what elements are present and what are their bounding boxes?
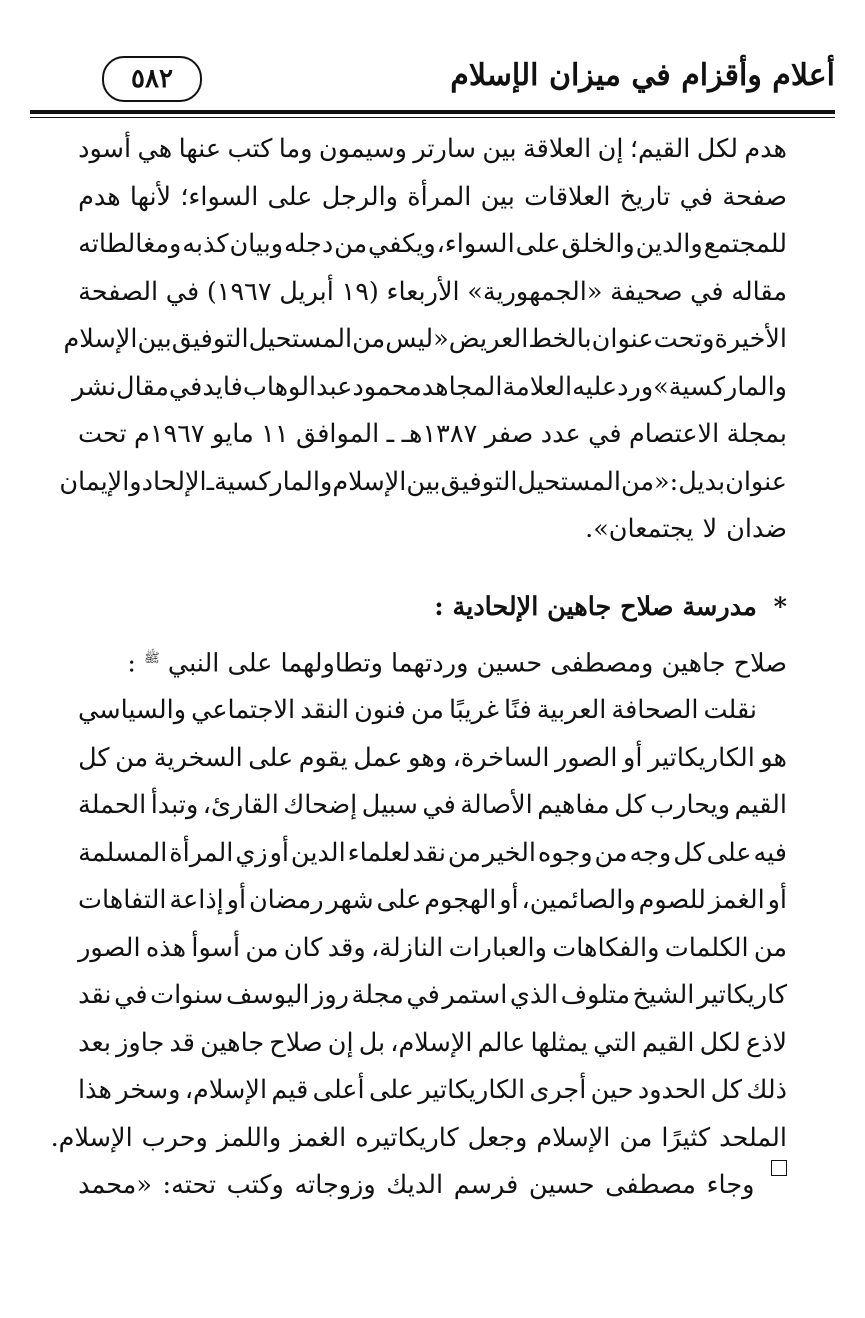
word: عنوان (725, 466, 787, 497)
word: الساخرة، (452, 742, 550, 773)
word: الديك (386, 1170, 444, 1200)
word: على (706, 837, 752, 868)
word: الموافق (295, 419, 380, 449)
word: حين (590, 1075, 634, 1105)
word: هذا (78, 1075, 112, 1105)
word: نقد (412, 837, 446, 868)
word: الاجتماعي (191, 695, 296, 725)
word: أو (499, 885, 519, 915)
word: التوفيق (171, 324, 249, 354)
word: واللمز (216, 1122, 282, 1153)
word: وسيمون (318, 134, 407, 164)
word: يجتمعان». (585, 514, 694, 544)
word: على (267, 181, 313, 212)
word: الإسلام (332, 466, 407, 497)
word: العربية (536, 695, 607, 725)
word: النقد (300, 695, 350, 725)
word: للمجتمع (703, 229, 787, 259)
word: المرأة (169, 837, 234, 868)
word: سبيل (361, 790, 418, 820)
word: الإسلام، (390, 1027, 473, 1058)
text-line (72, 364, 787, 412)
word: الحدود (637, 1075, 707, 1105)
word: نشر (72, 371, 117, 402)
word: إن (597, 134, 624, 164)
word: المسلمة (78, 837, 168, 868)
word: للصوم (638, 885, 706, 915)
word: «محمد (78, 1170, 152, 1200)
word: الحملة (78, 790, 147, 820)
word: والإيمان (59, 466, 142, 497)
word: سنوات (150, 980, 224, 1010)
word: ١٣٨٧هـ (401, 419, 478, 449)
word: كان (283, 932, 323, 963)
square-bullet-icon (771, 1160, 787, 1176)
text-line (78, 687, 787, 735)
word: المستحيل (517, 466, 621, 497)
word: أجرى (529, 1075, 587, 1105)
word: تاريخ (619, 181, 671, 212)
word: صفر (484, 419, 534, 449)
word: الكاريكاتير (418, 1075, 526, 1105)
word: الدين (290, 837, 346, 868)
page-number: ٥٨٢ (102, 56, 202, 102)
word: والسياسي (78, 695, 187, 725)
section-subtitle (78, 631, 787, 687)
word: القيم؛ (629, 134, 691, 164)
word: من (594, 837, 628, 868)
word: من (115, 742, 149, 773)
word: كل (78, 742, 110, 773)
word: التوفيق (440, 466, 518, 497)
word: تحته: (162, 1170, 217, 1200)
word: عالم (477, 1027, 526, 1058)
word: هذه (145, 932, 187, 963)
word: رمضان (248, 885, 324, 915)
word: العلامة (502, 371, 573, 402)
word: مايو (212, 419, 254, 449)
word: الإلحاد (141, 466, 207, 497)
word: مصطفى (605, 1170, 696, 1200)
word: الشيخ (632, 980, 695, 1010)
word: من (352, 324, 386, 354)
word: قد (169, 1027, 195, 1058)
word: بعد (78, 1027, 111, 1058)
word: مفاهيم (537, 790, 610, 820)
star-marker: * (773, 591, 787, 622)
word: مقاله (731, 276, 787, 307)
word: فرسم (453, 1170, 519, 1200)
word: اليوسف (225, 980, 310, 1010)
word: بين (406, 466, 441, 497)
word: أو (269, 837, 289, 868)
word: في (165, 276, 200, 307)
word: متلوف (560, 980, 631, 1010)
word: إن (327, 1027, 354, 1058)
word: في (114, 980, 148, 1010)
word: عمل (353, 742, 403, 773)
word: لكل (699, 1027, 741, 1058)
section-spacer (78, 554, 787, 584)
word: عدد (540, 419, 581, 449)
word: يقوم (298, 742, 348, 773)
word: وقد (327, 932, 366, 963)
word: والخلق (561, 229, 635, 259)
word: الهجوم (424, 885, 497, 915)
header-rule-thick (30, 110, 835, 114)
word: الخير (482, 837, 536, 868)
paragraph-3 (78, 1162, 787, 1210)
word: وجعل (467, 1122, 528, 1153)
word: الإسلام (536, 1122, 611, 1153)
word: مجلة (351, 980, 404, 1010)
word: على (376, 885, 422, 915)
word: على (368, 1075, 414, 1105)
word: ويكفي (368, 229, 436, 259)
word: القيم (734, 790, 787, 820)
word: العلاقة (523, 134, 592, 164)
word: والعبارات (448, 932, 547, 963)
word: ١٩٦٧م (134, 419, 205, 449)
word: في (422, 790, 456, 820)
word: غريبًا (449, 695, 499, 725)
word: وزوجاته (294, 1170, 376, 1200)
word: ضدان (726, 514, 787, 544)
word: النازلة، (370, 932, 444, 963)
text-line (78, 174, 787, 222)
word: والدين (635, 229, 703, 259)
word: بل (358, 1027, 386, 1058)
text-line (78, 735, 787, 783)
word: فيه (753, 837, 787, 868)
word: وجوه (537, 837, 593, 868)
text-line (78, 126, 787, 174)
word: في (690, 276, 724, 307)
word: صلاح (269, 1027, 323, 1058)
word: ورد (617, 371, 654, 402)
word: هدم (744, 134, 787, 164)
word: نقد (78, 980, 112, 1010)
word: هي (137, 134, 173, 164)
word: الأصالة (460, 790, 533, 820)
text-line (63, 316, 787, 364)
word: القيم (642, 1027, 695, 1058)
word: والفكاهات (552, 932, 660, 963)
word: كذبه (182, 229, 229, 259)
word: هو (760, 742, 787, 773)
text-line (78, 830, 787, 878)
word: الاعتصام (628, 419, 720, 449)
word: التفاهات (78, 885, 167, 915)
word: فنون (354, 695, 406, 725)
word: الصور (554, 742, 618, 773)
word: شهر (326, 885, 374, 915)
word: الإسلام، (184, 1075, 268, 1105)
word: الأخيرة (714, 324, 787, 354)
word: وكتب (226, 1170, 284, 1200)
word: على (248, 742, 294, 773)
word: الكلمات (664, 932, 749, 963)
word: عبدالوهاب (242, 371, 353, 402)
word: الغمز (708, 885, 765, 915)
word: في (168, 371, 203, 402)
word: جاهين (200, 1027, 265, 1058)
word: الإسلام (63, 324, 138, 354)
word: ـ (206, 466, 215, 497)
word: سارتر (413, 134, 476, 164)
word: على (515, 229, 561, 259)
word: أسود (78, 134, 132, 164)
word: السواء، (436, 229, 515, 259)
page-body (50, 126, 787, 1210)
text-line (78, 506, 787, 554)
word: يمثلها (530, 1027, 588, 1058)
word: ذلك (746, 1075, 787, 1105)
word: قيم (271, 1075, 309, 1105)
page-header (30, 50, 835, 110)
word: هدم (78, 181, 121, 212)
word: صفحة (722, 181, 787, 212)
word: ١١ (261, 419, 289, 449)
text-line (78, 782, 787, 830)
word: تحت (78, 419, 127, 449)
word: استمر (442, 980, 508, 1010)
word: بديل: (669, 466, 726, 497)
word: وبيان (229, 229, 284, 259)
word: وتحت (653, 324, 715, 354)
word: صحيفة (610, 276, 683, 307)
word: محمود (352, 371, 422, 402)
text-line (78, 1020, 787, 1068)
word: الكاريكاتير (647, 742, 755, 773)
word: حسين (528, 1170, 595, 1200)
word: «الجمهورية» (467, 276, 603, 307)
word: كاريكاتير (696, 980, 787, 1010)
word: وما (278, 134, 313, 164)
word: الذي (509, 980, 559, 1010)
word: المرأة (407, 181, 472, 212)
word: من (753, 932, 787, 963)
word: كاريكاتيره (355, 1122, 459, 1153)
word: فايد (202, 371, 243, 402)
word: بين (482, 134, 517, 164)
word: في (679, 181, 714, 212)
book-title: أعلام وأقزام في ميزان الإسلام (450, 58, 835, 93)
word: الإسلام. (50, 1122, 133, 1153)
word: كتب (227, 134, 273, 164)
word: والصائمين، (521, 885, 636, 915)
word: لعلماء (347, 837, 411, 868)
text-line (78, 411, 787, 459)
text-line (78, 877, 787, 925)
word: روز (312, 980, 349, 1010)
word: مقال (116, 371, 169, 402)
word: الصفحة (78, 276, 159, 307)
word: الصور (78, 932, 141, 963)
word: ١٩٦٧) (206, 276, 272, 307)
word: أبريل (279, 276, 334, 307)
word: بين (137, 324, 172, 354)
word: عنها (178, 134, 222, 164)
word: لأنها (129, 181, 172, 212)
word: نقلت (703, 695, 757, 725)
word: وتبدأ (150, 790, 199, 820)
word: المستحيل (248, 324, 353, 354)
word: وهو (408, 742, 448, 773)
section-subtitle-colon: : (127, 648, 136, 679)
word: بين (480, 181, 515, 212)
word: العلاقات (524, 181, 611, 212)
text-line (78, 1162, 787, 1210)
word: عليه (572, 371, 618, 402)
word: بمجلة (726, 419, 787, 449)
word: كل (710, 1075, 743, 1105)
word: دجله (283, 229, 334, 259)
word: لاذع (745, 1027, 787, 1058)
word: من (410, 695, 444, 725)
word: كل (614, 790, 646, 820)
word: وحرب (141, 1122, 208, 1153)
word: التي (593, 1027, 637, 1058)
word: عنوان (591, 324, 654, 354)
word: من (447, 837, 481, 868)
word: فنًا (504, 695, 532, 725)
word: لكل (696, 134, 738, 164)
pbuh-ligature: ﷺ (144, 651, 160, 666)
word: والماركسية (214, 466, 333, 497)
word: وجاء (706, 1170, 755, 1200)
word: والماركسية» (653, 371, 787, 402)
word: من (619, 1122, 653, 1153)
word: أو (226, 885, 247, 915)
text-line (59, 459, 787, 507)
word: ومغالطاته (78, 229, 182, 259)
section-heading-text: مدرسة صلاح جاهين الإلحادية : (434, 591, 757, 622)
word: «ليس (385, 324, 449, 354)
word: ـ (386, 419, 395, 449)
text-line (78, 925, 787, 973)
word: كثيرًا (661, 1122, 711, 1153)
word: المجاهد (421, 371, 503, 402)
word: أعلى (312, 1075, 365, 1105)
word: أسوأ (191, 932, 241, 963)
section-subtitle-text: صلاح جاهين ومصطفى حسين وردتهما وتطاولهما على النبي (167, 648, 787, 679)
word: كل (673, 837, 705, 868)
word: إذاعة (169, 885, 224, 915)
word: جاوز (116, 1027, 165, 1058)
paragraph-1 (59, 126, 787, 554)
word: من (334, 229, 368, 259)
word: وسخر (116, 1075, 181, 1105)
word: في (406, 980, 440, 1010)
word: الصحافة (611, 695, 699, 725)
paragraph-2 (50, 687, 787, 1162)
word: والرجل (321, 181, 399, 212)
word: الغمز (290, 1122, 347, 1153)
word: السواء؛ (180, 181, 259, 212)
word: وجه (629, 837, 672, 868)
word: العريض (448, 324, 529, 354)
word: الملحد (719, 1122, 787, 1153)
word: الأربعاء (386, 276, 460, 307)
word: بالخط (528, 324, 592, 354)
word: أو (623, 742, 643, 773)
section-heading (78, 584, 787, 632)
text-line (78, 221, 787, 269)
word: «من (620, 466, 670, 497)
word: أو (767, 885, 787, 915)
text-line (50, 1115, 787, 1163)
word: من (245, 932, 279, 963)
text-line (78, 1067, 787, 1115)
text-line (78, 972, 787, 1020)
word: القارئ، (202, 790, 279, 820)
word: (١٩ (341, 276, 379, 307)
word: ويحارب (650, 790, 731, 820)
text-line (78, 269, 787, 317)
word: إضحاك (283, 790, 358, 820)
word: لا (702, 514, 718, 544)
header-rule-thin (30, 117, 835, 118)
word: زي (235, 837, 268, 868)
word: في (588, 419, 622, 449)
word: السخرية (153, 742, 243, 773)
